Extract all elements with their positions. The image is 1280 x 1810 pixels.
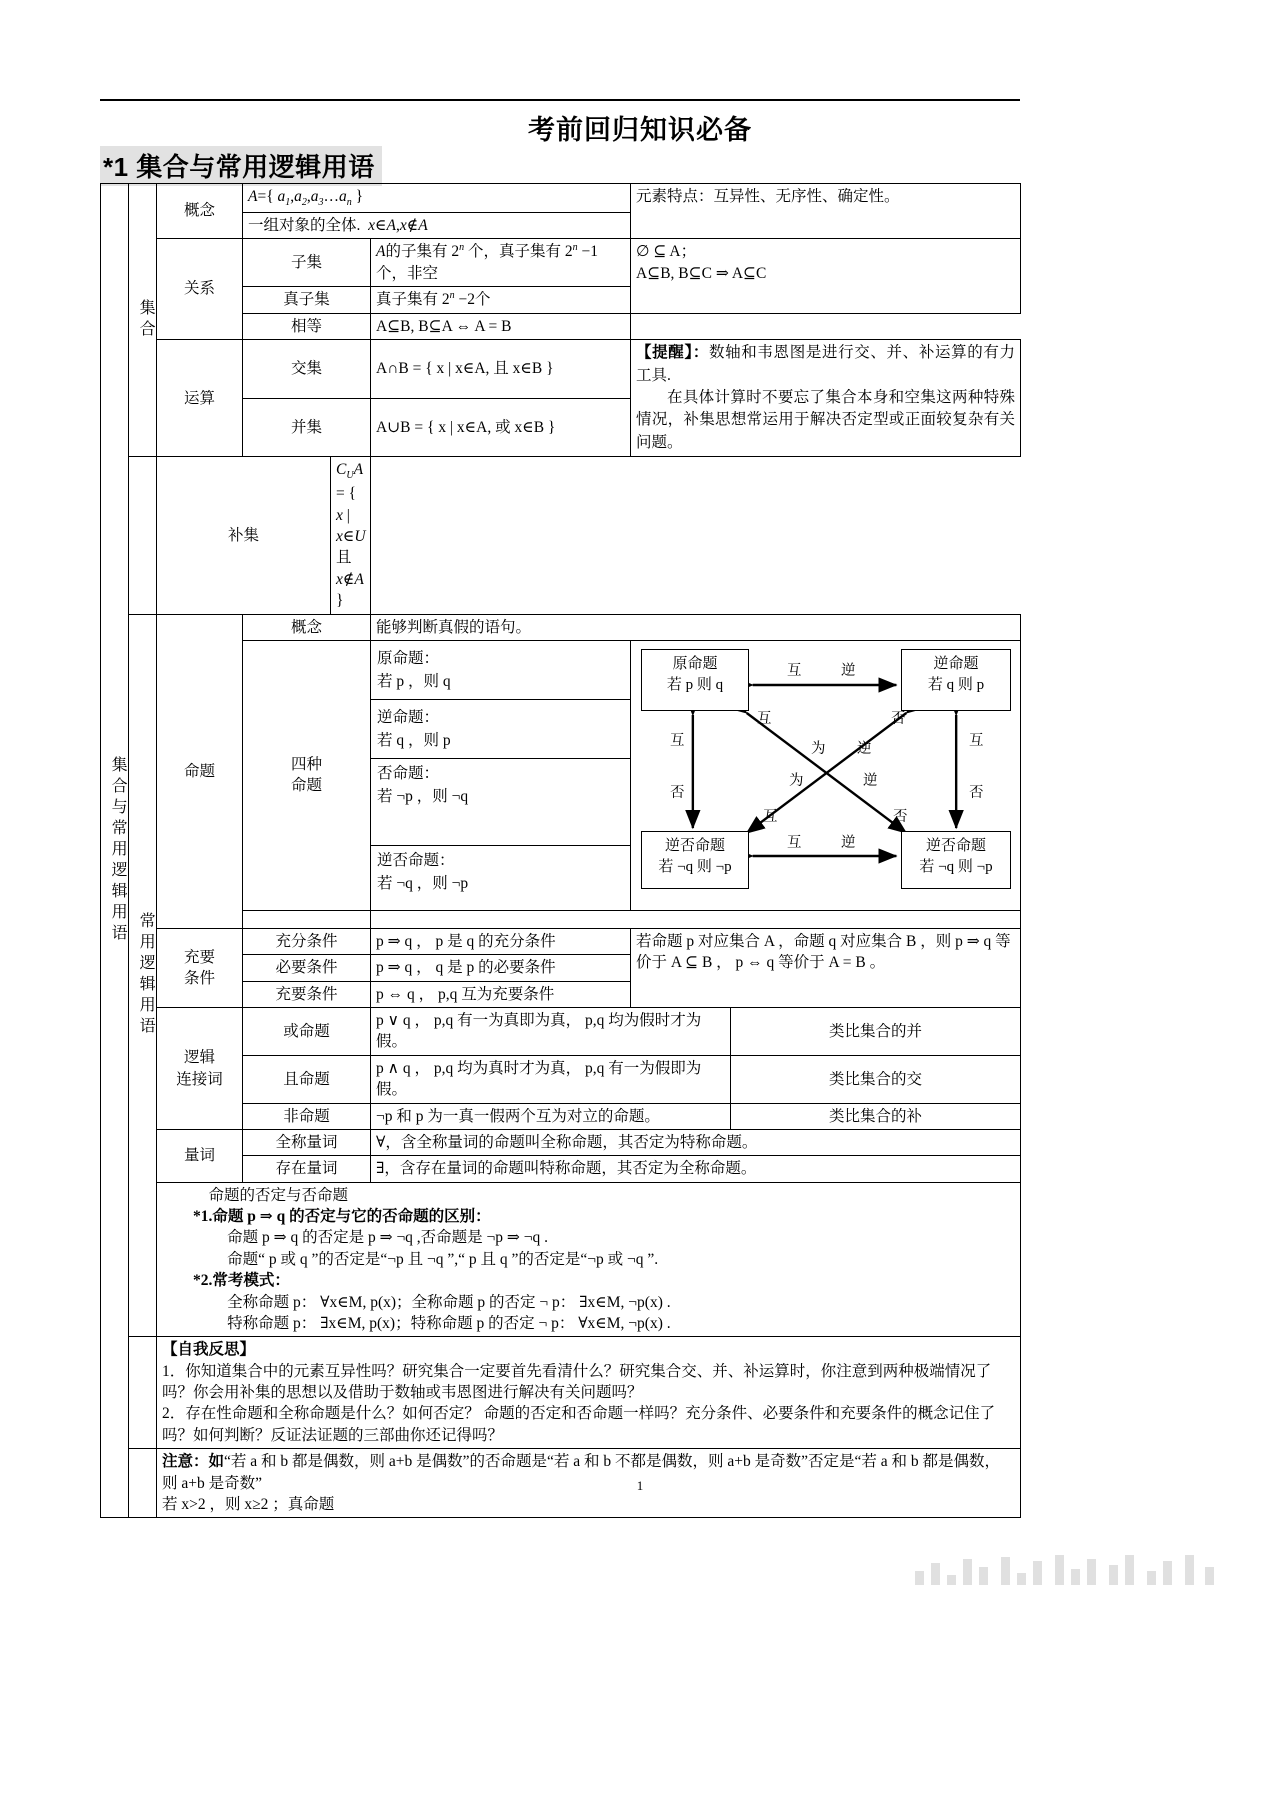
four-propositions-diagram <box>635 643 1016 893</box>
sets-union-text: A∪B = { x | x∈A, 或 x∈B } <box>371 398 631 457</box>
table-row <box>101 614 1021 640</box>
diagram-label-bottom-b: 逆 <box>841 834 856 851</box>
sets-intersection-label: 交集 <box>243 340 371 399</box>
negation-item-1: *1.命题 p ⇒ q 的否定与它的否命题的区别： <box>193 1208 491 1226</box>
table-row <box>101 1182 1021 1337</box>
prop-0-body: 若 p ，则 q <box>377 672 451 690</box>
diagram-box-contrapositive-l1: 逆否命题 <box>926 837 987 854</box>
diagram-box-inverse-l2: 若 ¬q 则 ¬p <box>658 858 732 875</box>
sets-concept-definition: 一组对象的全体. x∈A,x∉A <box>243 212 631 238</box>
condition-1-text: p ⇒ q ， q 是 p 的必要条件 <box>371 955 631 981</box>
sets-proper-subset-label: 真子集 <box>243 287 371 314</box>
negation-item-2-line-2: 特称命题 p： ∃x∈M, p(x)；特称命题 p 的否定 ¬ p： ∀x∈M, ¬p(x) . <box>227 1314 671 1332</box>
connective-0-name: 或命题 <box>243 1008 371 1056</box>
prop-0-name: 原命题： <box>377 649 440 667</box>
prop-2-body: 若 ¬p ，则 ¬q <box>377 788 469 806</box>
quantifier-0-name: 全称量词 <box>243 1129 371 1155</box>
sets-intersection-text: A∩B = { x | x∈A, 且 x∈B } <box>371 340 631 399</box>
spine-outer-label: 集合与常用逻辑用语 <box>109 756 127 946</box>
sets-element-feature-cell <box>631 184 1021 239</box>
note-prefix: 注意：如 <box>162 1453 225 1471</box>
sets-element-feature: 元素特点：互异性、无序性、确定性。 <box>636 188 900 205</box>
reminder-line-1: 数轴和韦恩图是进行交、并、补运算的有力工具. <box>636 344 1016 384</box>
sets-operation-label-cont <box>129 457 157 614</box>
spine-sets <box>129 184 157 457</box>
condition-2-text: p ⇔ q ， p,q 互为充要条件 <box>371 981 631 1007</box>
sets-relation-side <box>631 239 1021 313</box>
sets-relation-side-2: A⊆B, B⊆C ⇒ A⊆C <box>636 264 767 282</box>
diagram-label-diag2-b: 逆 <box>863 772 878 789</box>
condition-0-name: 充分条件 <box>243 928 371 954</box>
prop-1 <box>371 699 630 758</box>
diagram-label-right-b: 否 <box>969 784 984 801</box>
logic-condition-label-l2: 条件 <box>183 970 215 987</box>
logic-concept-text: 能够判断真假的语句。 <box>371 614 1021 640</box>
reminder-title: 【提醒】： <box>636 344 709 362</box>
table-row <box>101 457 1021 614</box>
logic-connective-label-l1: 逻辑 <box>183 1049 215 1067</box>
logic-four-label-l1: 四种 <box>290 756 322 774</box>
diagram-box-inverse <box>641 831 749 889</box>
logic-condition-label <box>157 928 243 1007</box>
negation-item-2: *2.常考模式： <box>193 1272 290 1290</box>
sets-relation-side-1: ∅ ⊆ A； <box>636 243 697 261</box>
page-number: 1 <box>636 1478 644 1493</box>
diagram-box-converse <box>901 649 1011 711</box>
table-row <box>101 1129 1021 1155</box>
sets-union-label: 并集 <box>243 398 371 457</box>
negation-block <box>157 1182 1021 1337</box>
table-row <box>101 1008 1021 1056</box>
sets-equal-label: 相等 <box>243 313 371 339</box>
diagram-label-diag1-b: 为 <box>811 740 826 757</box>
table-row <box>101 340 1021 399</box>
condition-2-name: 充要条件 <box>243 981 371 1007</box>
sets-concept-formula: A={ $a_1,a_2,a_3\dots a_n$ } <box>243 184 631 213</box>
list-item <box>371 641 630 700</box>
section-heading: *1 集合与常用逻辑用语 <box>100 146 382 186</box>
prop-3-name: 逆否命题： <box>377 851 455 869</box>
logic-four-props-cell <box>371 640 631 910</box>
quantifier-0-text: ∀，含全称量词的命题叫全称命题，其否定为特称命题。 <box>371 1129 1021 1155</box>
list-item <box>371 845 630 910</box>
diagram-box-converse-l2: 若 q 则 p <box>927 676 985 693</box>
connective-2-text: ¬p 和 p 为一真一假两个互为对立的命题。 <box>371 1103 731 1129</box>
sets-relation-label: 关系 <box>157 239 243 340</box>
logic-concept-label: 概念 <box>243 614 371 640</box>
header-rule <box>100 99 1020 101</box>
quantifier-1-name: 存在量词 <box>243 1156 371 1182</box>
diagram-label-diag1-d: 否 <box>891 710 906 727</box>
reflection-title: 【自我反思】 <box>162 1341 256 1359</box>
condition-1-name: 必要条件 <box>243 955 371 981</box>
sets-subset-text-2: 真子集有 $2^n -2$个 <box>371 287 631 314</box>
quantifier-1-text: ∃，含存在量词的命题叫特称命题，其否定为全称命题。 <box>371 1156 1021 1182</box>
page-title: 考前回归知识必备 <box>528 115 752 145</box>
sets-subset-label: 子集 <box>243 239 371 287</box>
four-props-table <box>371 641 630 910</box>
prop-2 <box>371 758 630 845</box>
diagram-label-diag1-a: 互 <box>757 710 772 727</box>
connective-1-name: 且命题 <box>243 1055 371 1103</box>
list-item <box>371 758 630 845</box>
connective-0-side: 类比集合的并 <box>731 1008 1021 1056</box>
diagram-label-diag2-a: 为 <box>789 772 804 789</box>
logic-connective-label <box>157 1008 243 1130</box>
diagram-box-converse-l1: 逆命题 <box>933 655 979 672</box>
prop-0 <box>371 641 630 700</box>
logic-quantifier-label: 量词 <box>157 1129 243 1182</box>
knowledge-table <box>100 183 1021 1518</box>
diagram-box-original <box>641 649 749 711</box>
spine-outer <box>101 184 129 1518</box>
reflection-block <box>157 1337 1021 1449</box>
spine-logic <box>129 614 157 1337</box>
prop-1-name: 逆命题： <box>377 708 440 726</box>
negation-item-1-line-1: 命题 p ⇒ q 的否定是 p ⇒ ¬q ,否命题是 ¬p ⇒ ¬q . <box>227 1229 549 1247</box>
reflection-q1: 1．你知道集合中的元素互异性吗？研究集合一定要首先看清什么？研究集合交、并、补运算时，你注意到两种极端情况了吗？你会用补集的思想以及借助于数轴或韦恩图进行解决有关问题吗？ <box>162 1362 992 1402</box>
prop-3-body: 若 ¬q ，则 ¬p <box>377 875 469 893</box>
diagram-box-original-l1: 原命题 <box>672 655 718 672</box>
prop-3 <box>371 845 630 910</box>
diagram-label-right-a: 互 <box>969 732 984 749</box>
connective-1-text: p ∧ q ， p,q 均为真时才为真， p,q 有一为假即为假。 <box>371 1055 731 1103</box>
note-line-1: “若 a 和 b 都是偶数，则 a+b 是偶数”的否命题是“若 a 和 b 不都是偶数，则 a+b 是奇数”否定是“若 a 和 b 都是偶数，则 a+b 是奇数” <box>162 1453 1001 1492</box>
diagram-box-contrapositive-l2: 若 ¬q 则 ¬p <box>919 858 993 875</box>
logic-diagram-cell <box>631 640 1021 910</box>
spacer-label <box>243 910 371 928</box>
diagram-label-left-a: 互 <box>670 732 685 749</box>
table-row <box>101 239 1021 287</box>
diagram-box-contrapositive <box>901 831 1011 889</box>
diagram-label-top-b: 逆 <box>841 662 856 679</box>
diagram-box-original-l2: 若 p 则 q <box>666 676 724 693</box>
diagram-box-inverse-l1: 逆否命题 <box>665 837 726 854</box>
connective-0-text: p ∨ q ， p,q 有一为真即为真， p,q 均为假时才为假。 <box>371 1008 731 1056</box>
sets-operation-label: 运算 <box>157 340 243 457</box>
condition-side-note: 若命题 p 对应集合 A ，命题 q 对应集合 B ，则 p ⇒ q 等价于 A ⊆ B ， p ⇔ q 等价于 A = B 。 <box>631 928 1021 1007</box>
prop-2-name: 否命题： <box>377 764 440 782</box>
sets-complement-label: 补集 <box>157 457 331 614</box>
sets-concept-label: 概念 <box>157 184 243 239</box>
table-row <box>101 928 1021 954</box>
spine-logic-label: 常用逻辑用语 <box>137 912 155 1039</box>
condition-0-text: p ⇒ q ， p 是 q 的充分条件 <box>371 928 631 954</box>
list-item <box>371 699 630 758</box>
logic-four-label <box>243 640 371 910</box>
table-row <box>101 184 1021 213</box>
connective-2-name: 非命题 <box>243 1103 371 1129</box>
logic-connective-label-l2: 连接词 <box>176 1070 223 1088</box>
spacer-body <box>371 910 1021 928</box>
spine-filler-reflection <box>129 1337 157 1449</box>
diagram-label-diag1-c: 逆 <box>857 740 872 757</box>
spine-sets-label: 集合 <box>137 299 155 342</box>
reminder-line-2: 在具体计算时不要忘了集合本身和空集这两种特殊情况，补集思想常运用于解决否定型或正面较复杂有关问题。 <box>636 389 1016 451</box>
negation-item-2-line-1: 全称命题 p： ∀x∈M, p(x)；全称命题 p 的否定 ¬ p： ∃x∈M, ¬p(x) . <box>227 1293 671 1311</box>
negation-title: 命题的否定与否命题 <box>208 1186 349 1204</box>
table-row <box>101 1337 1021 1449</box>
diagram-label-diag2-c: 否 <box>893 808 908 825</box>
logic-proposition-label: 命题 <box>157 614 243 928</box>
note-line-2: 若 x>2 ，则 x≥2 ；真命题 <box>162 1495 335 1513</box>
prop-1-body: 若 q ，则 p <box>377 731 451 749</box>
reflection-q2: 2．存在性命题和全称命题是什么？如何否定？ 命题的否定和否命题一样吗？充分条件、必要条件和充要条件的概念记住了吗？如何判断？反证法证题的三部曲你还记得吗？ <box>162 1405 996 1444</box>
diagram-label-bottom-a: 互 <box>787 834 802 851</box>
sets-reminder-cell <box>631 340 1021 457</box>
negation-item-1-line-2: 命题“ p 或 q ”的否定是“¬p 且 ¬q ”,“ p 且 q ”的否定是“¬p 或 ¬q ”. <box>227 1250 659 1268</box>
logic-four-label-l2: 命题 <box>290 777 322 795</box>
diagram-label-left-b: 否 <box>670 784 685 801</box>
connective-1-side: 类比集合的交 <box>731 1055 1021 1103</box>
connective-2-side: 类比集合的补 <box>731 1103 1021 1129</box>
sets-complement-text: $C_UA$ = { x | x∈U 且 x∉A } <box>331 457 371 614</box>
diagram-label-top-a: 互 <box>787 662 802 679</box>
diagram-label-diag2-d: 互 <box>763 808 778 825</box>
sets-subset-text-1: A的子集有 2$^n$ 个，真子集有 $2^n -1$个，非空 <box>371 239 631 287</box>
sets-reminder <box>636 342 1015 454</box>
logic-condition-label-l1: 充要 <box>183 948 215 966</box>
watermark <box>905 1545 1235 1585</box>
sets-equal-text: A⊆B, B⊆A ⇔ A = B <box>371 313 631 339</box>
